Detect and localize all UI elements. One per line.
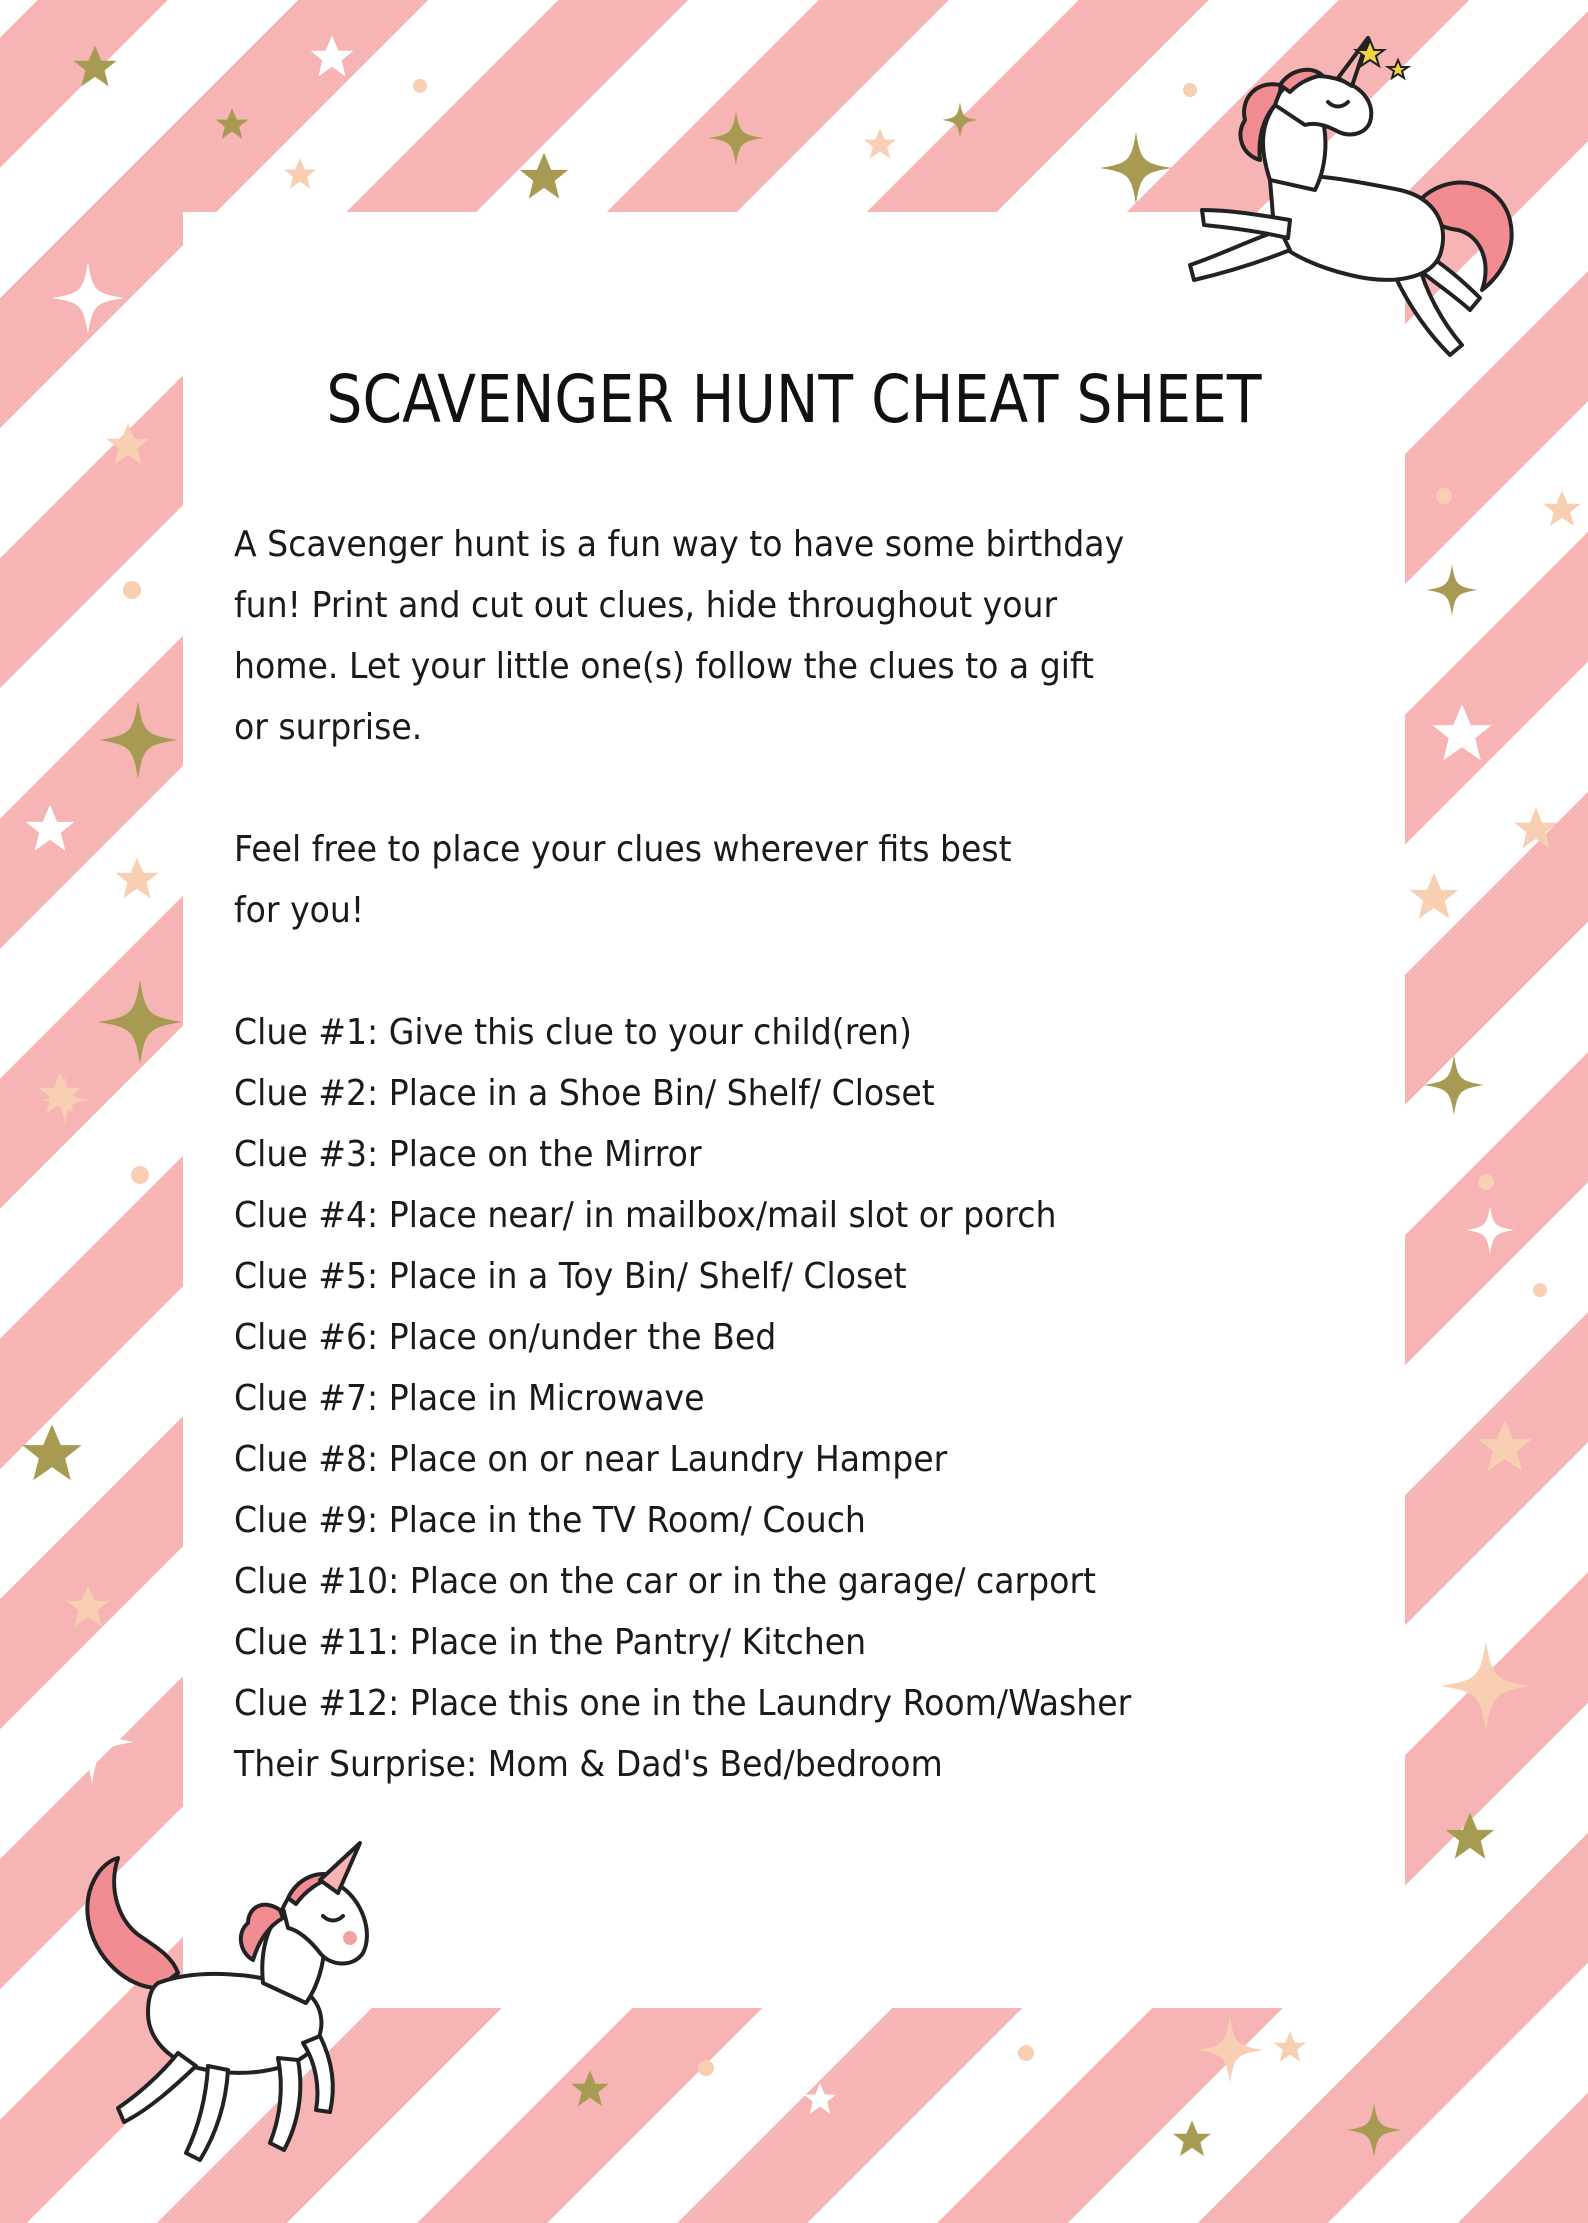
- note-line: for you!: [234, 890, 365, 931]
- note-line: Feel free to place your clues wherever fits best: [234, 829, 1012, 870]
- intro-line: home. Let your little one(s) follow the clues to a gift: [234, 646, 1094, 687]
- clue-item: Clue #4: Place near/ in mailbox/mail slot or porch: [234, 1195, 1057, 1236]
- cheat-sheet-card: [183, 212, 1405, 2008]
- clue-item: Clue #11: Place in the Pantry/ Kitchen: [234, 1622, 867, 1663]
- spacer: [234, 758, 1374, 819]
- clue-item: Clue #12: Place this one in the Laundry Room/Washer: [234, 1683, 1132, 1724]
- spacer: [234, 941, 1374, 1002]
- clue-item: Clue #7: Place in Microwave: [234, 1378, 705, 1419]
- clue-item: Clue #1: Give this clue to your child(ren): [234, 1012, 912, 1053]
- clue-item: Clue #8: Place on or near Laundry Hamper: [234, 1439, 948, 1480]
- clue-item: Clue #5: Place in a Toy Bin/ Shelf/ Closet: [234, 1256, 907, 1297]
- intro-line: A Scavenger hunt is a fun way to have some birthday: [234, 524, 1125, 565]
- instructions-body: [234, 514, 1374, 1795]
- intro-line: or surprise.: [234, 707, 423, 748]
- clue-list: [234, 1002, 1374, 1795]
- surprise-item: Their Surprise: Mom & Dad's Bed/bedroom: [234, 1744, 943, 1785]
- clue-item: Clue #2: Place in a Shoe Bin/ Shelf/ Closet: [234, 1073, 935, 1114]
- page-title: SCAVENGER HUNT CHEAT SHEET: [326, 361, 1262, 438]
- clue-item: Clue #6: Place on/under the Bed: [234, 1317, 777, 1358]
- clue-item: Clue #10: Place on the car or in the garage/ carport: [234, 1561, 1097, 1602]
- unicorn-top-right-icon: [1150, 30, 1550, 400]
- intro-line: fun! Print and cut out clues, hide throughout your: [234, 585, 1058, 626]
- clue-item: Clue #3: Place on the Mirror: [234, 1134, 702, 1175]
- unicorn-bottom-left-icon: [48, 1838, 428, 2198]
- clue-item: Clue #9: Place in the TV Room/ Couch: [234, 1500, 866, 1541]
